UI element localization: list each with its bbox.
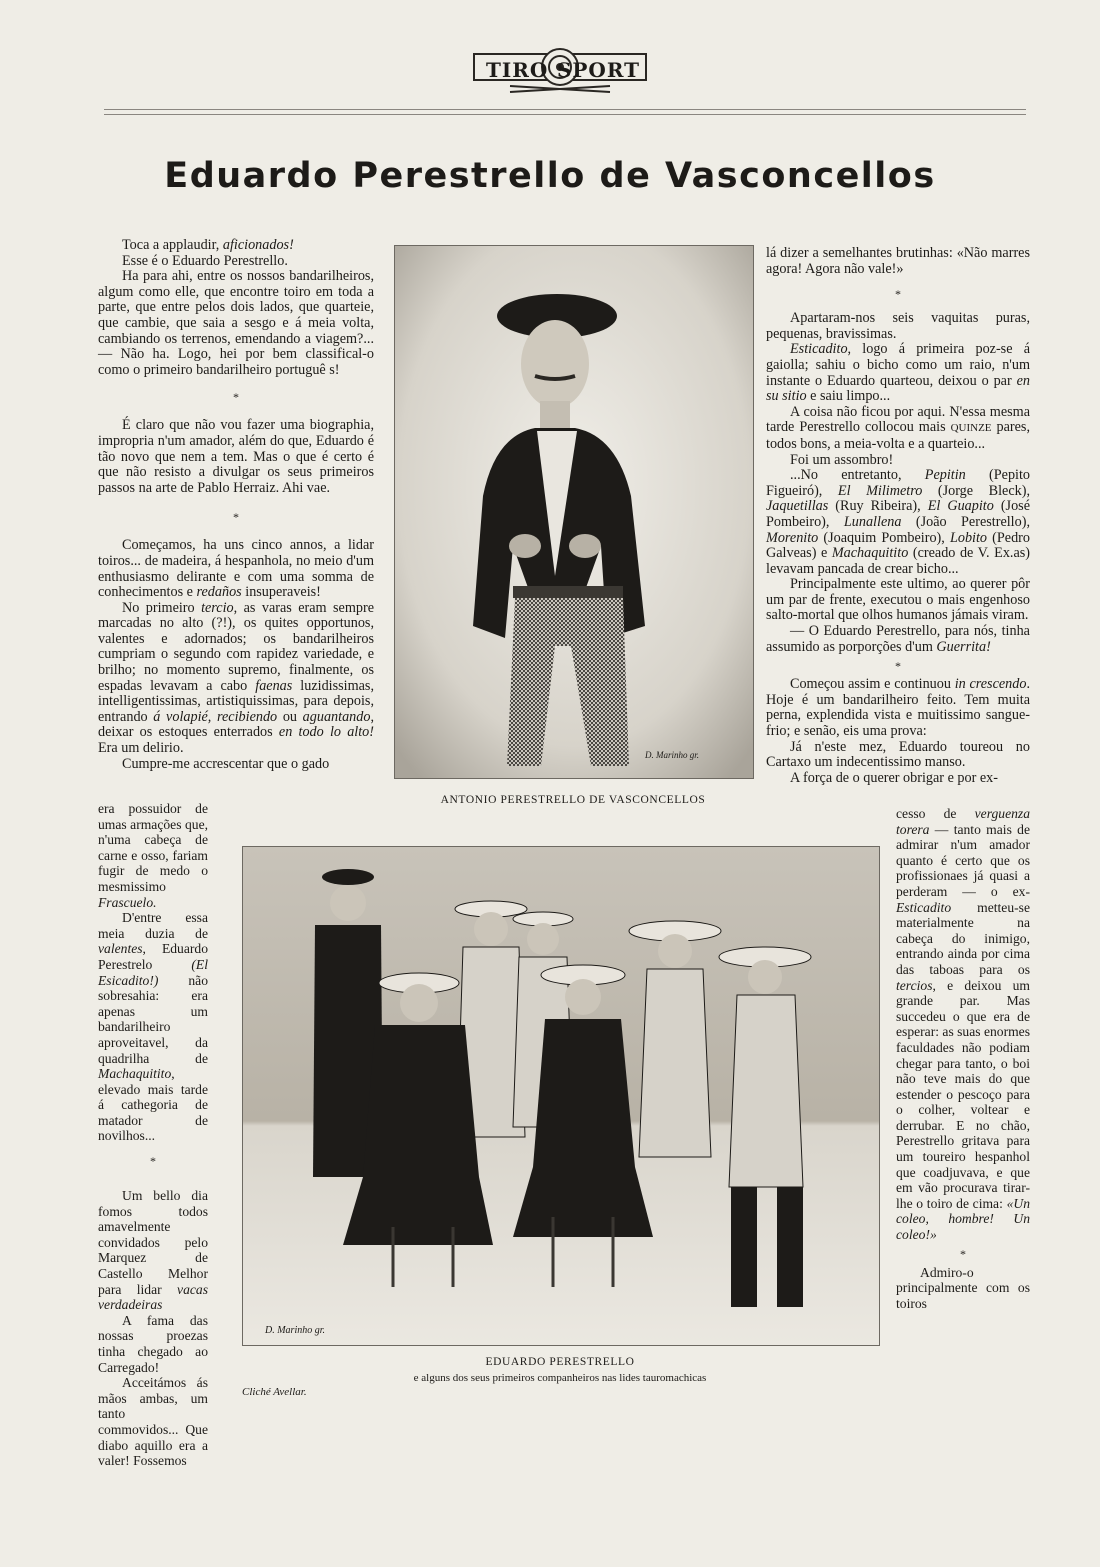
paragraph: Esticadito, logo á primeira poz-se á gaiolla; sahiu o bicho como um raio, n'um instante o Eduardo quarteou, deixou o par en su sitio e saiu limpo... — [766, 341, 1030, 405]
paragraph: Já n'este mez, Eduardo toureou no Cartaxo um indecentissimo manso. — [766, 738, 1030, 771]
section-star: * — [960, 1246, 966, 1261]
paragraph: Começamos, ha uns cinco annos, a lidar toiros... de madeira, á hespanhola, no meio d'um enthusiasmo delirante e com uma somma de conhecimentos e redaños insuperaveis! — [98, 537, 374, 601]
group-subcaption: e alguns dos seus primeiros companheiros nas lides tauromachicas — [413, 1372, 707, 1384]
right-column-narrow — [896, 806, 1030, 1311]
left-column-narrow — [98, 801, 208, 1469]
portrait-signature: D. Marinho gr. — [645, 750, 700, 760]
paragraph: — O Eduardo Perestrello, para nós, tinha assumido as porporções d'um Guerrita! — [766, 623, 1030, 655]
right-column-top — [766, 246, 1030, 786]
paragraph: Começou assim e continuou in crescendo. Hoje é um bandarilheiro feito. Tem muita perna, explendida vista e muitissimo sangue-frio; e senão, eis uma prova: — [766, 676, 1030, 740]
portrait-photo — [394, 245, 754, 779]
paragraph: Admiro-o principalmente com os toiros — [896, 1264, 1030, 1311]
section-star: * — [895, 659, 901, 674]
paragraph: Esse é o Eduardo Perestrello. — [122, 252, 288, 269]
group-caption: EDUARDO PERESTRELLO — [485, 1356, 635, 1368]
man-portrait-icon — [395, 246, 753, 778]
paragraph: A coisa não ficou por aqui. N'essa mesma tarde Perestrello collocou mais QUINZE pares, todos bons, a meia-volta e a quarteio... — [766, 403, 1030, 452]
paragraph: Acceitámos ás mãos ambas, um tanto commovidos... Que diabo aquillo era a valer! Fossemos — [98, 1375, 208, 1469]
masthead-logo — [470, 46, 650, 102]
paragraph: ...No entretanto, Pepitin (Pepito Figueiró), El Milimetro (Jorge Bleck), Jaquetillas (Ruy Ribeira), El Guapito (José Pombeiro), Lunallena (João Perestrello), Morenito (Joaquim Pombeiro), Lobito (Pedro Galveas) e Machaquitito (creado de V. Ex.as) levavam pancada de crear bicho... — [766, 467, 1031, 577]
paragraph: É claro que não vou fazer uma biographia, impropria n'um amador, além do que, Eduardo é tão novo que nem a tem. Mas o que é certo é que não resisto a divulgar os seus primeiros passos na arte de Pablo Herraiz. Ahi vae. — [98, 417, 374, 496]
paragraph: lá dizer a semelhantes brutinhas: «Não marres agora! Agora não vale!» — [766, 245, 1030, 277]
section-star: * — [150, 1154, 156, 1169]
paragraph: Um bello dia fomos todos amavelmente convidados pelo Marquez de Castello Melhor para lidar vacas verdadeiras — [98, 1188, 208, 1313]
paragraph: A fama das nossas proezas tinha chegado ao Carregado! — [98, 1312, 208, 1375]
masthead-right-word: SPORT — [556, 58, 640, 82]
group-of-men-icon — [243, 847, 879, 1345]
left-column-top — [98, 238, 374, 772]
portrait-caption: ANTONIO PERESTRELLO DE VASCONCELLOS — [440, 794, 706, 806]
paragraph: era possuidor de umas armações que, n'uma cabeça de carne e osso, fariam fugir de medo o mesmissimo Frascuelo. — [98, 801, 208, 910]
masthead-left-word: TIRO — [486, 58, 549, 82]
photo-credit: Cliché Avellar. — [242, 1386, 307, 1398]
group-signature: D. Marinho gr. — [265, 1325, 326, 1336]
top-rule — [104, 109, 1026, 110]
paragraph: Foi um assombro! — [790, 451, 894, 468]
paragraph: Principalmente este ultimo, ao querer pôr um par de frente, executou o mais engenhoso salto-mortal que olhos humanos jámais viram. — [766, 576, 1030, 624]
paragraph: Toca a applaudir, aficionados! — [122, 237, 294, 253]
paragraph: Apartaram-nos seis vaquitas puras, pequenas, bravissimas. — [766, 310, 1030, 342]
top-rule-second — [104, 114, 1026, 115]
section-star: * — [233, 390, 239, 405]
section-star: * — [895, 287, 901, 302]
paragraph: cesso de verguenza torera — tanto mais de admirar n'um amador quanto é certo que os profissionaes já quasi a perderam — o ex-Esticadito metteu-se materialmente na cabeça do inimigo, entrando ainda por cima das taboas para os tercios, e deixou um grande par. Mas succedeu o que era de esperar: as suas enormes faculdades não podiam chegar para tanto, o boi não teve mais do que estender o pescoço para o colher, voltear e derrubar. E no chão, Perestrello gritava para um toureiro hespanhol que coadjuvava, e que em vão procurava tirar-lhe o toiro de cima: «Un coleo, hombre! Un coleo!» — [896, 806, 1030, 1243]
group-photo — [242, 846, 880, 1346]
paragraph: Ha para ahi, entre os nossos bandarilheiros, algum como elle, que encontre toiro em toda a parte, que entre pelos dois lados, que quarteie, que cambie, que saia a sesgo e á meia volta, cambiando os terrenos, emendando a viagem?... — Não ha. Logo, hei por bem classifical-o como o primeiro bandarilheiro portuguê s! — [98, 268, 374, 378]
article-title: Eduardo Perestrello de Vasconcellos — [164, 156, 936, 196]
paragraph: D'entre essa meia duzia de valentes, Eduardo Perestrelo (El Esicadito!) não sobresahia: era apenas um bandarilheiro aproveitavel, da quadrilha de Machaquitito, elevado mais tarde á cathegoria de matador de novilhos... — [98, 910, 208, 1144]
paragraph: No primeiro tercio, as varas eram sempre marcadas no alto (?!), os quites opportunos, valentes e adornados; os bandarilheiros cumpriam o segundo com rapidez variedade, e brilho; no momento supremo, finalmente, os espadas levavam a cabo faenas luzidissimas, intelligentissimas, artistiquissimas, para depois, entrando á volapié, recibiendo ou aguantando, deixar os estoques enterrados en todo lo alto! Era um delirio. — [98, 599, 374, 757]
paragraph: A força de o querer obrigar e por ex- — [790, 769, 998, 786]
section-star: * — [233, 510, 239, 525]
paragraph: Cumpre-me accrescentar que o gado — [122, 755, 330, 772]
